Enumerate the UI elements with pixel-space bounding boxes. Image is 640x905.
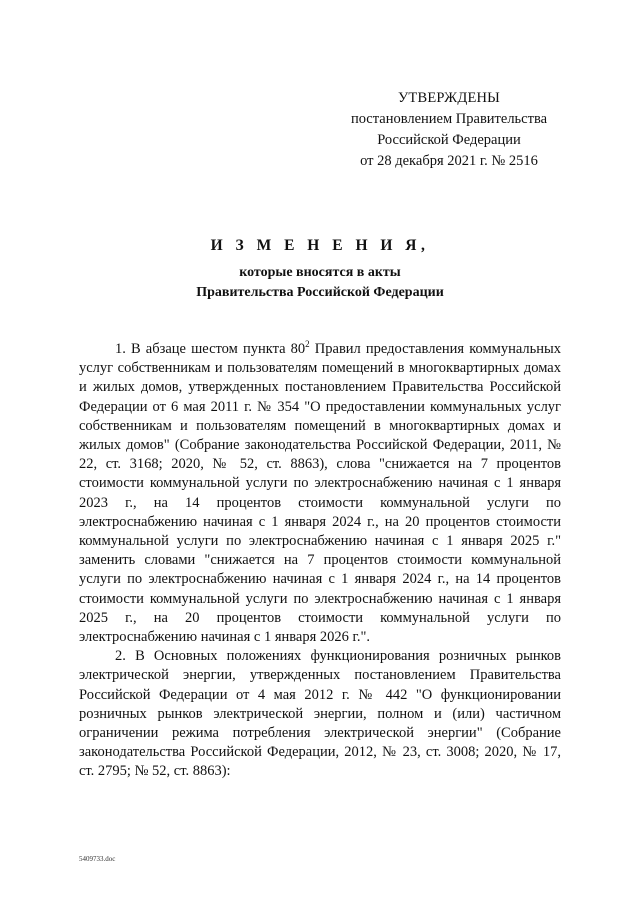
paragraph-2: 2. В Основных положениях функционирования розничных рынков электрической энергии, утвержденных постановлением Правительства Российской Федерации от 4 мая 2012 г. № 442 "О функционировании розничных рынков электрической энергии, полном и (или) частичном ограничении режима потребления электрической энергии" (Собрание законодательства Российской Федерации, 2012, № 23, ст. 3008; 2020, № 17, ст. 2795; № 52, ст. 8863):	[79, 648, 561, 780]
footer-filename: 5409733.doc	[79, 855, 116, 863]
document-subtitle	[0, 263, 640, 303]
subtitle-line-2: Правительства Российской Федерации	[196, 285, 444, 300]
approval-block	[338, 88, 560, 172]
approval-heading: УТВЕРЖДЕНЫ	[397, 90, 501, 106]
document-body	[79, 340, 561, 782]
document-title: И З М Е Н Е Н И Я,	[210, 237, 430, 254]
paragraph-1	[79, 340, 561, 647]
approval-line-3: от 28 декабря 2021 г. № 2516	[360, 153, 538, 169]
paragraph-1-rest: Правил предоставления коммунальных услуг собственникам и пользователям помещений в многоквартирных домах и жилых домов, утвержденных постановлением Правительства Российской Федерации от 6 мая 2011 г. № 354 "О предоставлении коммунальных услуг собственникам и пользователям помещений в многоквартирных домах и жилых домов" (Собрание законодательства Российской Федерации, 2011, № 22, ст. 3168; 2020, № 52, ст. 8863), слова "снижается на 7 процентов стоимости коммунальной услуги по электроснабжению начиная с 1 января 2023 г., на 14 процентов стоимости коммунальной услуги по электроснабжению начиная с 1 января 2024 г., на 20 процентов стоимости коммунальной услуги по электроснабжению начиная с 1 января 2025 г." заменить словами "снижается на 7 процентов стоимости коммунальной услуги по электроснабжению начиная с 1 января 2024 г., на 14 процентов стоимости коммунальной услуги по электроснабжению начиная с 1 января 2025 г., на 20 процентов стоимости коммунальной услуги по электроснабжению начиная с 1 января 2026 г.".	[79, 341, 562, 646]
approval-line-1: постановлением Правительства	[350, 111, 548, 127]
paragraph-1-start: 1. В абзаце шестом пункта 80	[115, 341, 306, 357]
subtitle-line-1: которые вносятся в акты	[239, 265, 401, 280]
paragraph-1-superscript: 2	[305, 339, 310, 349]
approval-line-2: Российской Федерации	[377, 132, 521, 148]
